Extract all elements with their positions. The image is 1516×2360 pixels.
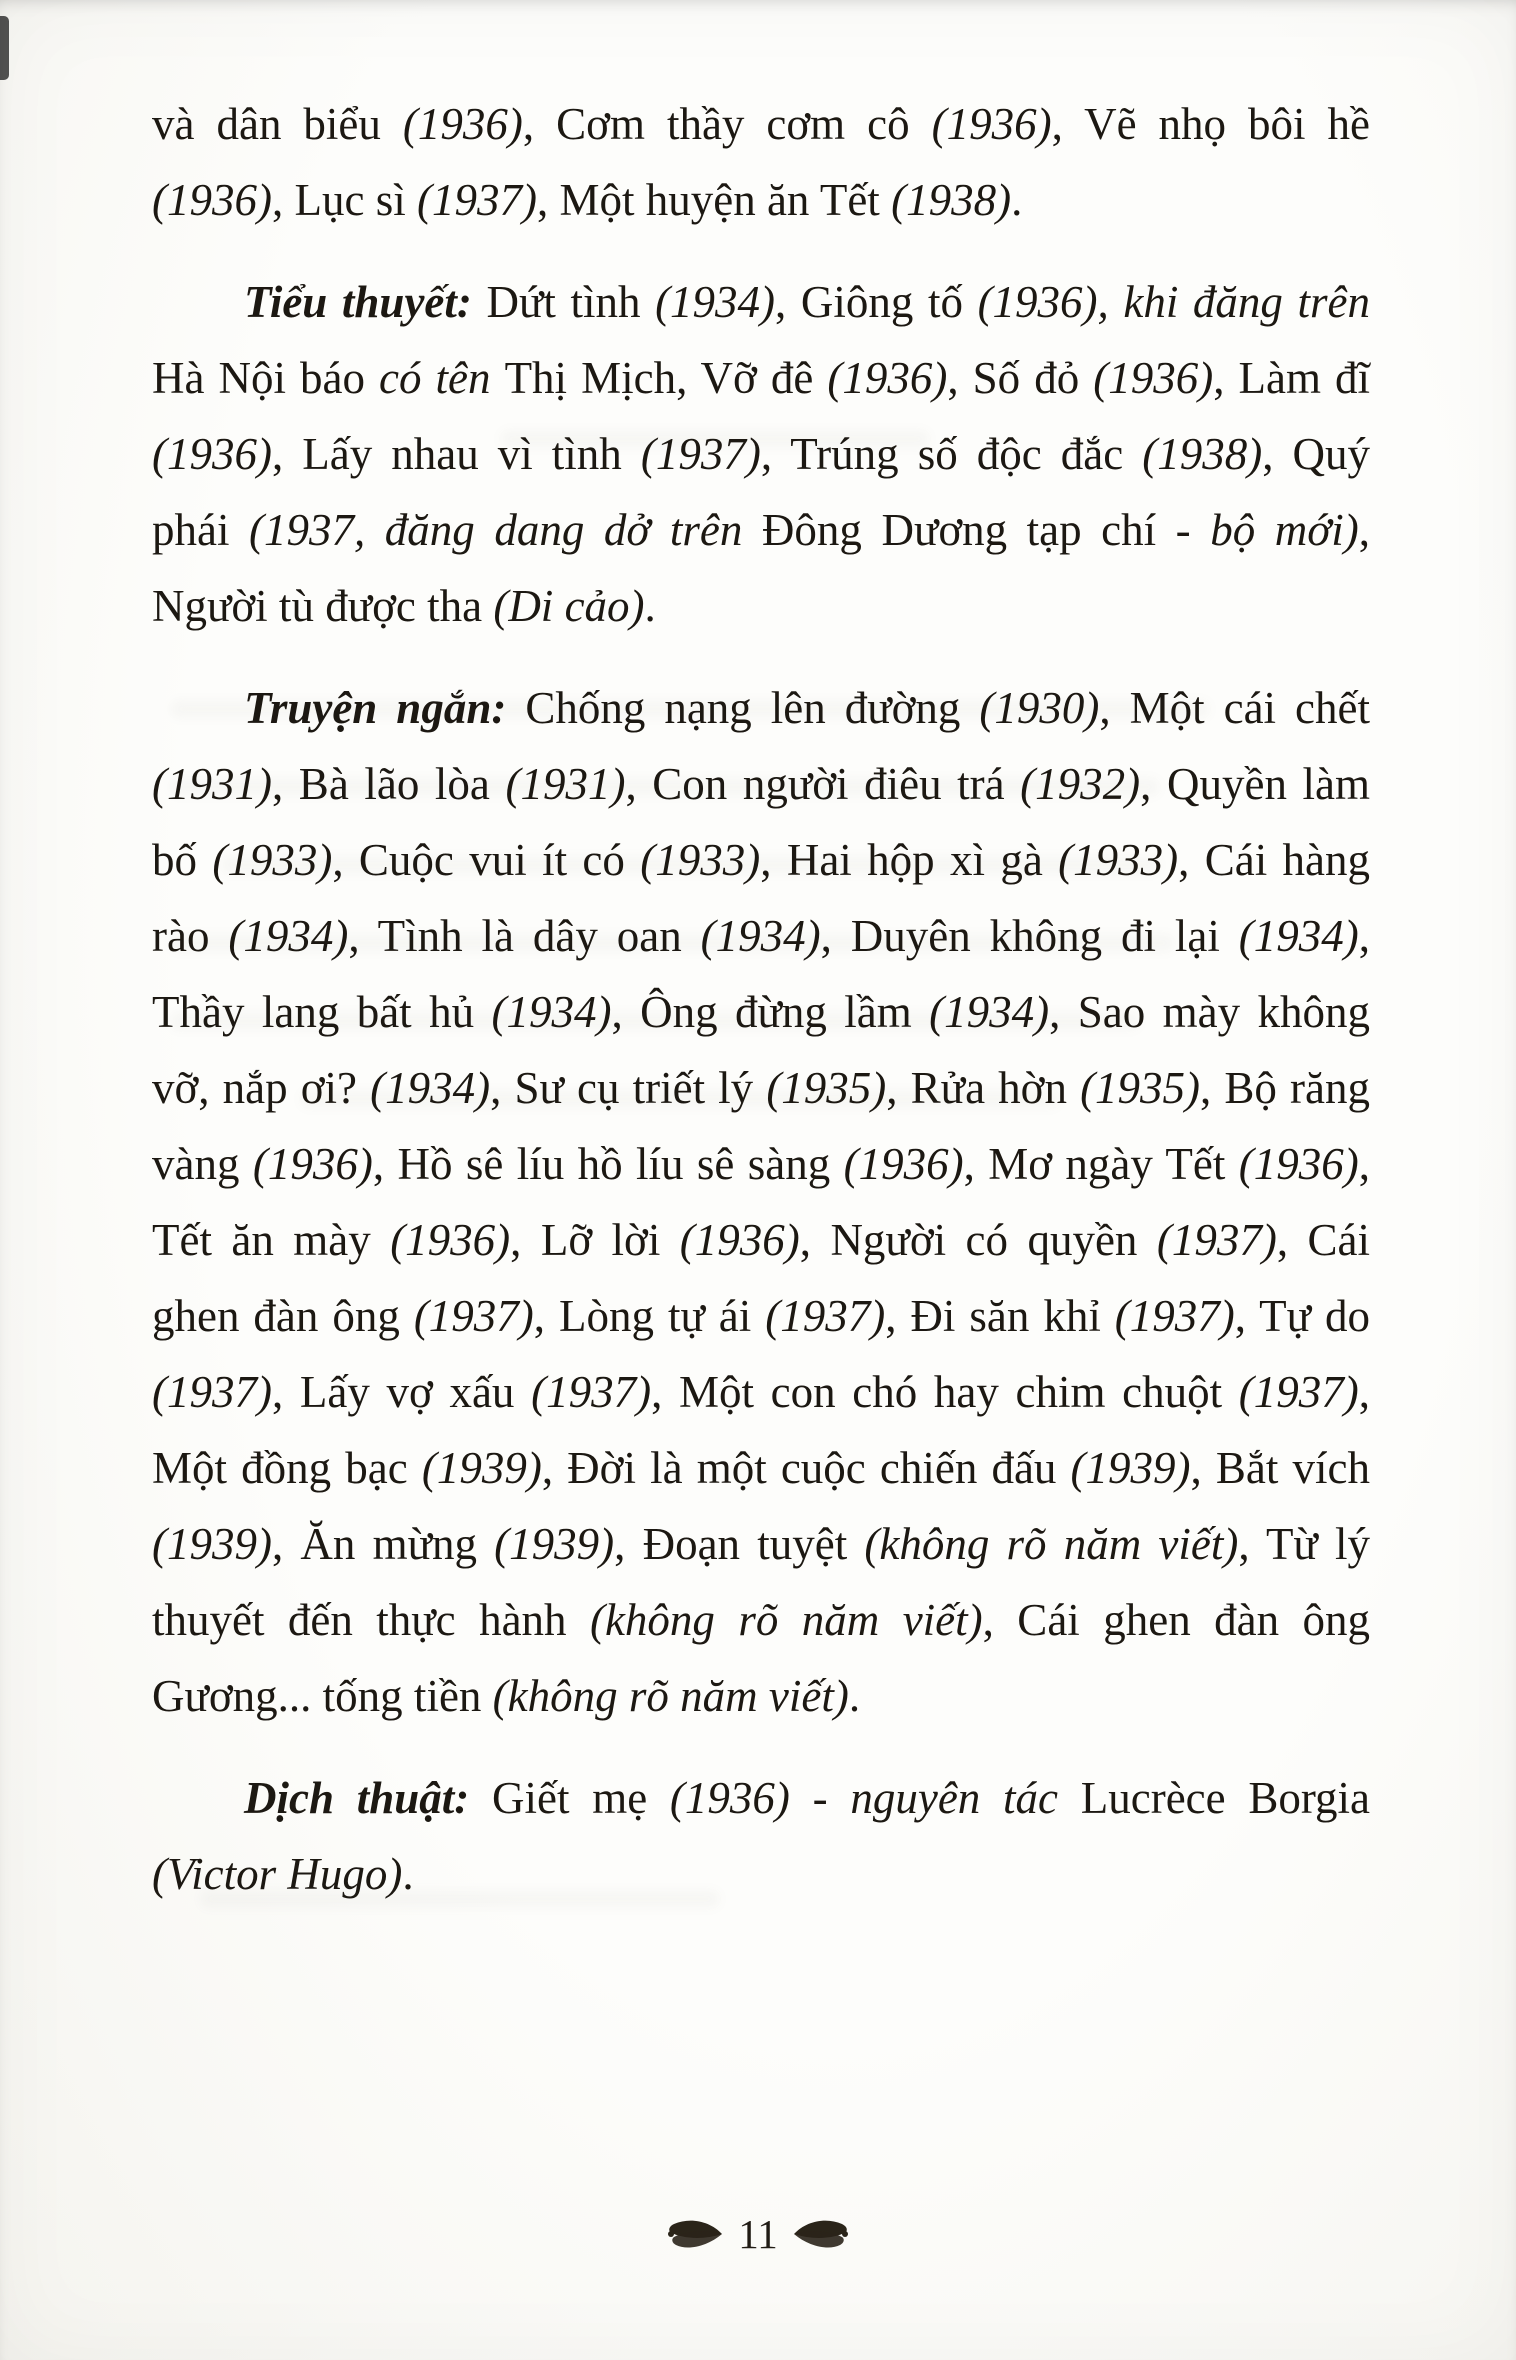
text-segment: (1931) [152, 759, 272, 809]
text-segment: (1931) [505, 759, 626, 809]
text-segment: (1937) [152, 1367, 272, 1417]
text-segment: , Giông tố [775, 277, 978, 327]
text-segment: (1938) [891, 175, 1012, 225]
text-segment: , Lấy vợ xấu [271, 1367, 532, 1417]
scan-artifact [0, 16, 9, 80]
text-segment: và dân biểu [152, 99, 403, 149]
text-segment: (1936) [252, 1139, 373, 1189]
text-segment: (1939) [494, 1519, 615, 1569]
text-segment: , Người có quyền [799, 1215, 1157, 1265]
text-segment: , Cơm thầy cơm cô [522, 99, 932, 149]
text-segment: (1937, đăng dang dở trên [249, 505, 762, 555]
text-segment: nguyên tác [850, 1773, 1081, 1823]
text-segment: Hà Nội báo [152, 353, 380, 403]
text-segment: , Làm đĩ [1213, 353, 1370, 403]
text-segment: (1936) [1093, 353, 1214, 403]
text-segment: (1934) [228, 911, 349, 961]
text-segment: (1936) [390, 1215, 511, 1265]
text-segment: , Tự do [1234, 1291, 1370, 1341]
text-segment: Chống nạng lên đường [506, 683, 980, 733]
text-segment: (không rõ năm viết) [864, 1519, 1239, 1569]
text-segment: , Hai hộp xì gà [760, 835, 1059, 885]
text-segment: (1939) [152, 1519, 272, 1569]
text-segment: (1937) [413, 1291, 534, 1341]
text-segment: , Một cái chết [1099, 683, 1370, 733]
text-segment: Tiểu thuyết: [244, 277, 472, 327]
text-segment: (1933) [640, 835, 761, 885]
text-segment: Giết mẹ [469, 1773, 670, 1823]
text-segment: (1934) [655, 277, 776, 327]
text-segment: (1939) [421, 1443, 542, 1493]
text-segment: . [402, 1849, 414, 1899]
text-segment: (1936) [843, 1139, 964, 1189]
text-segment: (1937) [640, 429, 761, 479]
text-segment: , Lục sì [271, 175, 417, 225]
text-segment: , Tết ăn mày [152, 1139, 1370, 1265]
text-segment: , Cuộc vui ít có [332, 835, 641, 885]
text-segment: (1937) [1156, 1215, 1277, 1265]
text-segment: , Hồ sê líu hồ líu sê sàng [372, 1139, 844, 1189]
text-segment: , Bà lão lòa [271, 759, 506, 809]
text-segment: , Một huyện ăn Tết [536, 175, 892, 225]
page-footer [0, 2210, 1516, 2258]
text-segment: , Quý phái [152, 429, 1370, 555]
text-segment: , Ăn mừng [271, 1519, 495, 1569]
paragraph [152, 264, 1370, 644]
text-segment: Truyện ngắn: [244, 683, 507, 733]
text-segment: - [789, 1773, 851, 1823]
text-segment: , Sao mày không vỡ, nắp ơi? [152, 987, 1370, 1113]
text-segment: Đông Dương tạp chí - [761, 505, 1211, 555]
paragraph [152, 1760, 1370, 1912]
text-segment: , Lỡ lời [510, 1215, 680, 1265]
text-segment: (1939) [1070, 1443, 1191, 1493]
text-segment: (1937) [1114, 1291, 1235, 1341]
text-segment: (1933) [1058, 835, 1179, 885]
text-segment: , Bắt vích [1190, 1443, 1370, 1493]
text-segment: Dịch thuật: [244, 1773, 470, 1823]
paragraph [152, 670, 1370, 1734]
text-segment: (Di cảo) [493, 581, 645, 631]
text-segment: (1938) [1142, 429, 1263, 479]
text-segment: (1936) [1238, 1139, 1359, 1189]
text-segment: , Trúng số độc đắc [760, 429, 1143, 479]
text-segment: (1935) [766, 1063, 887, 1113]
text-segment: (1932) [1020, 759, 1141, 809]
text-segment: . [1011, 175, 1023, 225]
text-segment: (1934) [929, 987, 1050, 1037]
text-segment: (1936) [152, 175, 272, 225]
text-segment: (1934) [1238, 911, 1359, 961]
text-segment: , Mơ ngày Tết [963, 1139, 1239, 1189]
page-text [152, 86, 1370, 1938]
text-segment: (1936) [679, 1215, 800, 1265]
text-segment: , Rửa hờn [886, 1063, 1081, 1113]
text-segment: , Con người điêu trá [625, 759, 1021, 809]
text-segment: bộ mới) [1210, 505, 1359, 555]
page-number: 11 [738, 2211, 778, 2257]
fleuron-right-icon [792, 2216, 850, 2252]
text-segment: (1936) [669, 1773, 790, 1823]
text-segment: . [644, 581, 656, 631]
text-segment: (1936) [931, 99, 1052, 149]
text-segment: , Duyên không đi lại [820, 911, 1239, 961]
text-segment: , Đời là một cuộc chiến đấu [541, 1443, 1071, 1493]
text-segment: , Từ lý thuyết đến thực hành [152, 1519, 1371, 1645]
text-segment: Thị Mịch, Vỡ đê [504, 353, 828, 403]
text-segment: (1936), khi đăng trên [977, 277, 1370, 327]
text-segment: , Lấy nhau vì tình [271, 429, 641, 479]
text-segment: (1934) [370, 1063, 491, 1113]
text-segment: (1937) [765, 1291, 886, 1341]
text-segment: , Cái hàng rào [152, 835, 1371, 961]
text-segment: (1937) [416, 175, 537, 225]
text-segment: có tên [379, 353, 505, 403]
text-segment: (1936) [827, 353, 948, 403]
text-segment: , Tình là dây oan [348, 911, 701, 961]
text-segment: , Quyền làm bố [152, 759, 1370, 885]
text-segment: (1936) [402, 99, 523, 149]
fleuron-left-icon [666, 2216, 724, 2252]
text-segment: (không rõ năm viết) [589, 1595, 983, 1645]
text-segment: , Lòng tự ái [533, 1291, 766, 1341]
text-segment: (1933) [212, 835, 333, 885]
text-segment: , Đi săn khỉ [885, 1291, 1115, 1341]
text-segment: , Bộ răng vàng [152, 1063, 1370, 1189]
paragraph [152, 86, 1370, 238]
text-segment: (1937) [531, 1367, 652, 1417]
text-segment: , Vẽ nhọ bôi hề [1051, 99, 1370, 149]
text-segment: Dứt tình [471, 277, 656, 327]
text-segment: (1936) [152, 429, 272, 479]
text-segment: (không rõ năm viết) [492, 1671, 849, 1721]
text-segment: , Một con chó hay chim chuột [651, 1367, 1239, 1417]
text-segment: (1935) [1080, 1063, 1201, 1113]
text-segment: , Thầy lang bất hủ [152, 911, 1370, 1037]
text-segment: (1937) [1238, 1367, 1359, 1417]
text-segment: . [848, 1671, 861, 1721]
text-segment: , Cái ghen đàn ông Gương... tống tiền [152, 1595, 1371, 1721]
text-segment: , Một đồng bạc [152, 1367, 1370, 1493]
text-segment: (1934) [491, 987, 612, 1037]
text-segment: Lucrèce Borgia [1080, 1773, 1371, 1823]
text-segment: , Đoạn tuyệt [614, 1519, 865, 1569]
text-segment: , Số đỏ [947, 353, 1094, 403]
text-segment: , Sư cụ triết lý [490, 1063, 767, 1113]
text-segment: (1930) [979, 683, 1100, 733]
text-segment: , Cái ghen đàn ông [152, 1215, 1370, 1341]
text-segment: , Ông đừng lầm [611, 987, 930, 1037]
text-segment: (Victor Hugo) [152, 1849, 403, 1899]
text-segment: , Người tù được tha [152, 505, 1370, 631]
text-segment: (1934) [700, 911, 821, 961]
